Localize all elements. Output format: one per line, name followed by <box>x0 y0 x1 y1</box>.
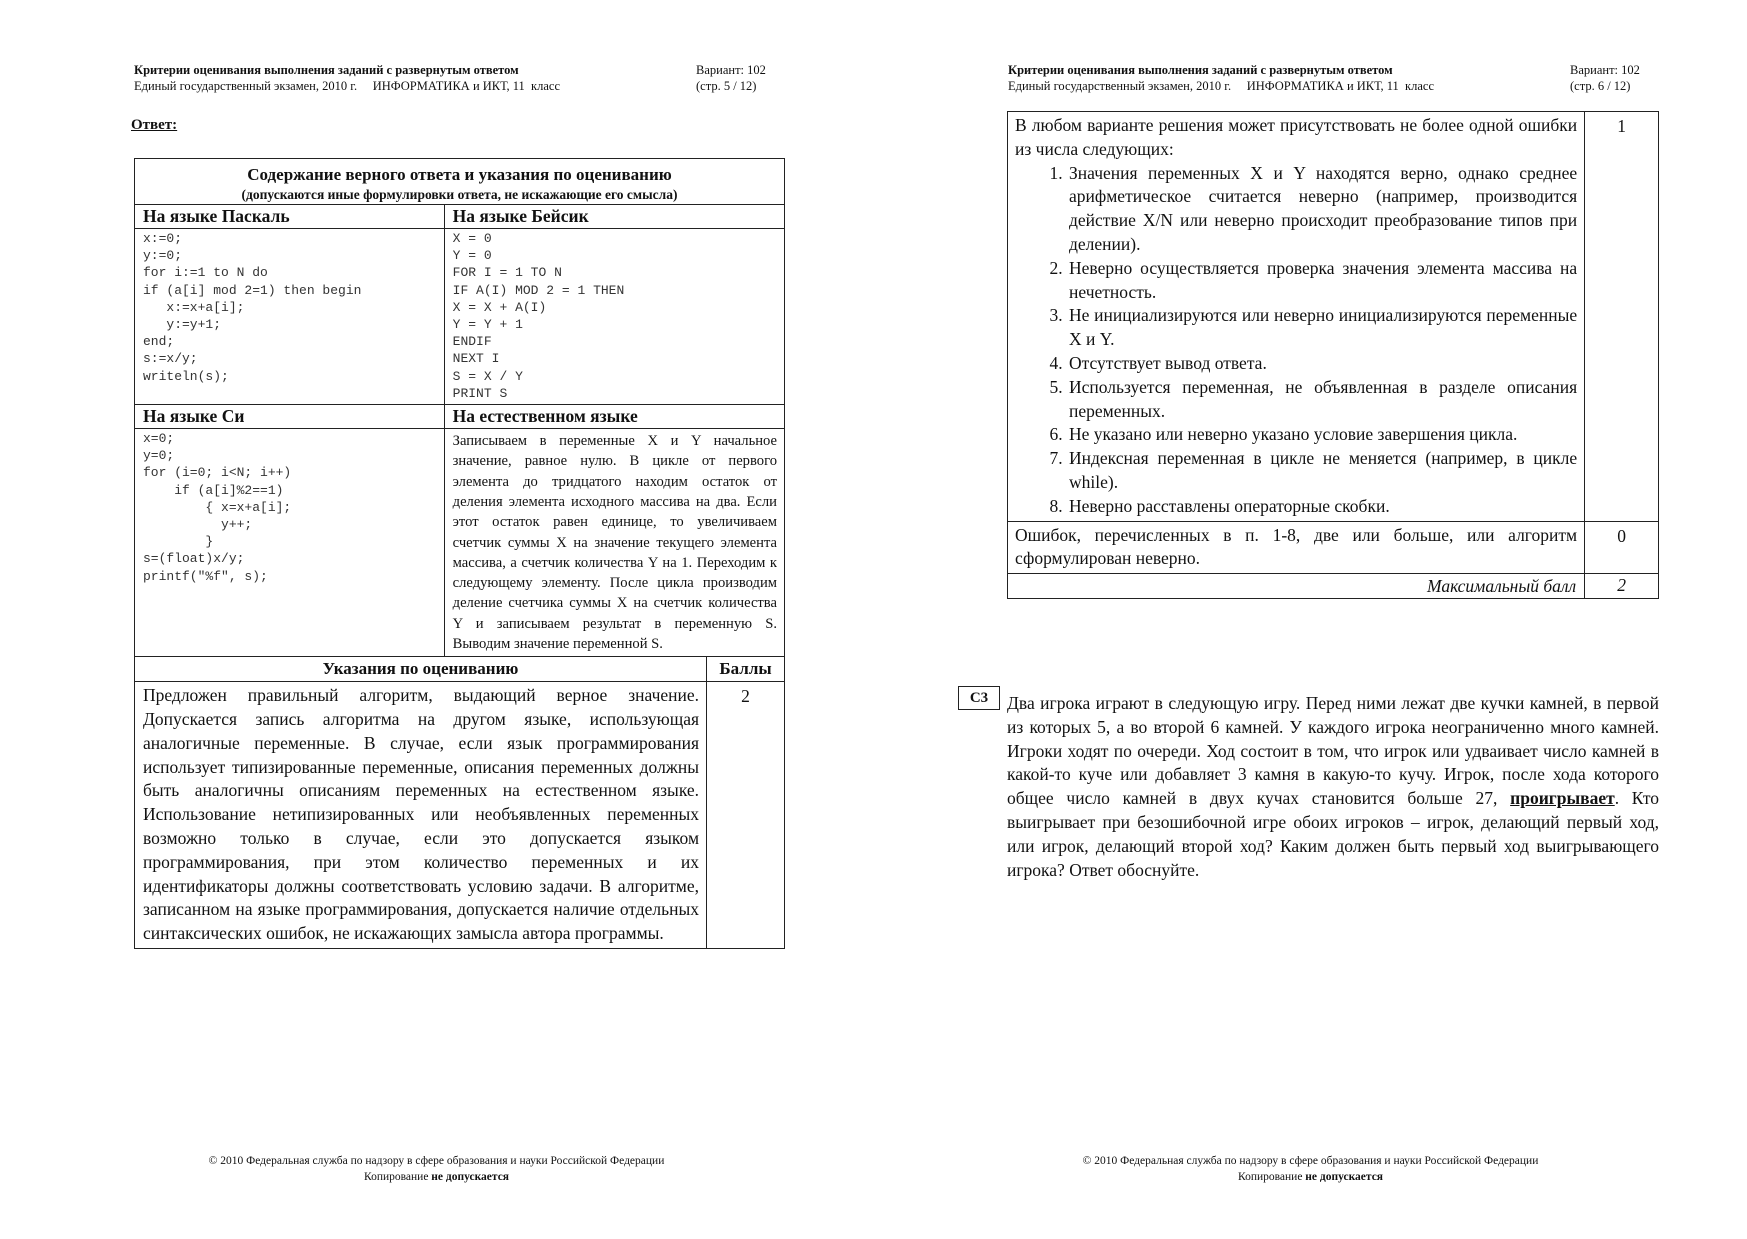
criterion-1-intro: В любом варианте решения может присутствовать не более одной ошибки из числа следующих: <box>1015 115 1578 159</box>
task-c3-label: C3 <box>958 686 1000 710</box>
footer-copy-bold: не допускается <box>431 1171 510 1183</box>
header-variant: Вариант: 102 <box>696 63 766 77</box>
footer-copyright: © 2010 Федеральная служба по надзору в сфере образования и науки Российской Федерации <box>1082 1155 1539 1167</box>
grading-header: Указания по оцениванию <box>135 657 707 682</box>
answer-label: Ответ: <box>131 117 178 133</box>
header-page-number: (стр. 6 / 12) <box>1570 79 1631 93</box>
error-item: 8. Неверно расставлены операторные скобки. <box>1067 495 1577 519</box>
footer-copy-notice <box>874 1169 1747 1185</box>
criterion-0-points: 0 <box>1585 521 1659 574</box>
page-header <box>1008 62 1660 94</box>
points-header: Баллы <box>707 657 785 682</box>
pascal-code: x:=0; y:=0; for i:=1 to N do if (a[i] mod 2=1) then begin x:=x+a[i]; y:=y+1; end; s:=x/y; writeln(s); <box>135 229 445 405</box>
page-footer <box>874 1153 1747 1185</box>
grading-continuation-table <box>1007 111 1659 599</box>
page-header <box>134 62 786 94</box>
task-c3-text <box>1007 692 1659 882</box>
task-c3-emphasis: проигрывает <box>1510 788 1615 809</box>
page-footer <box>0 1153 873 1185</box>
criterion-1-cell <box>1008 112 1585 522</box>
criterion-1-points: 1 <box>1585 112 1659 522</box>
answer-table-subtitle: (допускаются иные формулировки ответа, не искажающие его смысла) <box>241 187 678 202</box>
footer-copy-prefix: Копирование <box>1237 1171 1306 1183</box>
header-page-number: (стр. 5 / 12) <box>696 79 757 93</box>
criterion-0-text: Ошибок, перечисленных в п. 1-8, две или больше, или алгоритм сформулирован неверно. <box>1008 521 1585 574</box>
footer-copy-notice <box>0 1169 873 1185</box>
page-5 <box>0 0 873 1239</box>
answer-table <box>134 158 785 949</box>
c-header: На языке Си <box>135 405 445 429</box>
footer-copy-bold: не допускается <box>1305 1171 1384 1183</box>
error-item: 1. Значения переменных X и Y находятся верно, однако среднее арифметическое считается неверно (например, производится действие X/N или неверно происходит преобразование типов при делении). <box>1067 162 1577 257</box>
header-title: Критерии оценивания выполнения заданий с развернутым ответом <box>1008 63 1393 77</box>
basic-code: X = 0 Y = 0 FOR I = 1 TO N IF A(I) MOD 2 = 1 THEN X = X + A(I) Y = Y + 1 ENDIF NEXT I S = X / Y PRINT S <box>444 229 784 405</box>
criterion-2-text: Предложен правильный алгоритм, выдающий верное значение. Допускается запись алгоритма на другом языке, использующая аналогичные переменные. В случае, если язык программирования использует типизированные переменные, описания переменных должны быть аналогичны описаниям переменных на естественном языке. Использование нетипизированных или необъявленных переменных возможно только в случае, если это допускается языком программирования, при этом количество переменных и их идентификаторы должны соответствовать условию задачи. В алгоритме, записанном на языке программирования, допускается наличие отдельных синтаксических ошибок, не искажающих замысла автора программы. <box>135 682 707 949</box>
pascal-header: На языке Паскаль <box>135 205 445 229</box>
criterion-2-points: 2 <box>707 682 785 949</box>
error-item: 7. Индексная переменная в цикле не меняется (например, в цикле while). <box>1067 447 1577 495</box>
natural-language-solution: Записываем в переменные X и Y начальное значение, равное нулю. В цикле от первого элемента до тридцатого находим остаток от деления элемента исходного массива на два. Если этот остаток равен единице, то увеличиваем счетчик суммы X на значение текущего элемента массива, а счетчик количества Y на 1. Переходим к следующему элементу. После цикла производим деление счетчика суммы X на счетчик количества Y и записываем результат в переменную S. Выводим значение переменной S. <box>444 429 784 657</box>
basic-header: На языке Бейсик <box>444 205 784 229</box>
task-c3-text-before: Два игрока играют в следующую игру. Перед ними лежат две кучки камней, в первой из которых 5, а во второй 6 камней. У каждого игрока неограниченно много камней. Игроки ходят по очереди. Ход состоит в том, что игрок или удваивает число камней в какой-то куче или добавляет 3 камня в какую-то кучу. Игрок, после хода которого общее число камней в двух кучах становится больше 27, <box>1007 693 1659 809</box>
natural-header: На естественном языке <box>444 405 784 429</box>
header-variant: Вариант: 102 <box>1570 63 1640 77</box>
page-6 <box>874 0 1747 1239</box>
max-score-label: Максимальный балл <box>1008 574 1585 599</box>
error-item: 5. Используется переменная, не объявленная в разделе описания переменных. <box>1067 376 1577 424</box>
task-c3-text-after: . Кто выигрывает при безошибочной игре обоих игроков – игрок, делающий первый ход, или игрок, делающий второй ход? Каким должен быть первый ход выигрывающего игрока? Ответ обоснуйте. <box>1007 788 1659 880</box>
header-exam-line: Единый государственный экзамен, 2010 г. ИНФОРМАТИКА и ИКТ, 11 класс <box>134 79 561 93</box>
max-score-value: 2 <box>1585 574 1659 599</box>
footer-copy-prefix: Копирование <box>363 1171 432 1183</box>
error-item: 4. Отсутствует вывод ответа. <box>1067 352 1577 376</box>
error-item: 2. Неверно осуществляется проверка значения элемента массива на нечетность. <box>1067 257 1577 305</box>
header-exam-line: Единый государственный экзамен, 2010 г. ИНФОРМАТИКА и ИКТ, 11 класс <box>1008 79 1435 93</box>
header-title: Критерии оценивания выполнения заданий с развернутым ответом <box>134 63 519 77</box>
answer-table-title: Содержание верного ответа и указания по оцениванию <box>247 165 672 184</box>
header-variant-block <box>1570 62 1660 94</box>
answer-table-title-cell <box>135 159 785 205</box>
error-list <box>1015 162 1577 519</box>
error-item: 6. Не указано или неверно указано условие завершения цикла. <box>1067 423 1577 447</box>
c-code: x=0; y=0; for (i=0; i<N; i++) if (a[i]%2==1) { x=x+a[i]; y++; } s=(float)x/y; printf("%f", s); <box>135 429 445 657</box>
footer-copyright: © 2010 Федеральная служба по надзору в сфере образования и науки Российской Федерации <box>208 1155 665 1167</box>
header-variant-block <box>696 62 786 94</box>
error-item: 3. Не инициализируются или неверно инициализируются переменные X и Y. <box>1067 304 1577 352</box>
